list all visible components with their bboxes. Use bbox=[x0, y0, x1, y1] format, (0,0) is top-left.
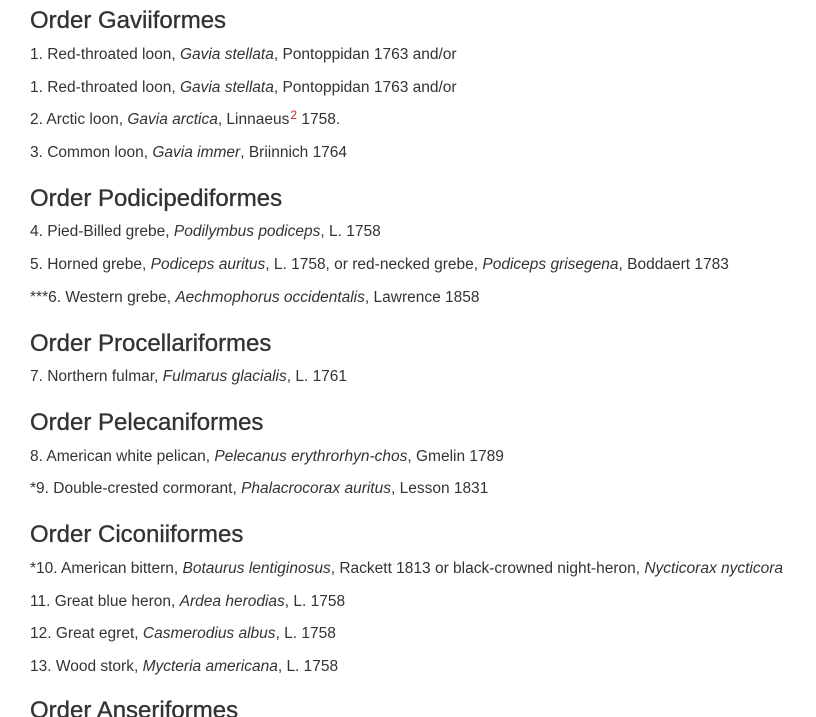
scientific-name-alt: Podiceps grisegena bbox=[482, 256, 619, 273]
scientific-name: Gavia stellata bbox=[179, 46, 274, 63]
authority-text: , L. 1758 bbox=[320, 223, 381, 240]
scientific-name: Fulmarus glacialis bbox=[162, 368, 287, 385]
authority-text: , Lawrence 1858 bbox=[364, 289, 480, 306]
species-entry bbox=[30, 288, 480, 308]
common-name: 5. Horned grebe, bbox=[30, 256, 151, 273]
common-name: *10. American bittern, bbox=[30, 560, 183, 577]
common-name: 2. Arctic loon, bbox=[30, 111, 128, 128]
footnote-link[interactable]: 2 bbox=[290, 108, 298, 122]
authority-text: , Rackett 1813 or black-crowned night-heron, bbox=[330, 560, 645, 577]
authority-text: , Pontoppidan 1763 and/or bbox=[273, 46, 457, 63]
scientific-name: Podiceps auritus bbox=[150, 256, 266, 273]
scientific-name: Podilymbus podiceps bbox=[173, 223, 321, 240]
order-heading: Order Gaviiformes bbox=[30, 7, 227, 34]
species-entry bbox=[30, 657, 338, 677]
order-heading: Order Pelecaniformes bbox=[30, 409, 264, 436]
common-name: *9. Double-crested cormorant, bbox=[30, 480, 242, 497]
species-entry bbox=[30, 255, 729, 275]
species-entry bbox=[30, 78, 457, 98]
authority-text: , Lesson 1831 bbox=[391, 480, 489, 497]
scientific-name: Casmerodius albus bbox=[142, 625, 276, 642]
authority-text-alt: , Boddaert 1783 bbox=[618, 256, 729, 273]
species-entry bbox=[30, 222, 381, 242]
scientific-name: Aechmophorus occidentalis bbox=[175, 289, 365, 306]
authority-text: , L. 1761 bbox=[286, 368, 348, 385]
authority-text: , L. 1758 bbox=[275, 625, 336, 642]
species-entry bbox=[30, 143, 347, 163]
scientific-name: Botaurus lentiginosus bbox=[182, 560, 331, 577]
order-heading: Order Ciconiiformes bbox=[30, 521, 244, 548]
authority-text: , Pontoppidan 1763 and/or bbox=[273, 79, 457, 96]
common-name: 1. Red-throated loon, bbox=[30, 46, 180, 63]
common-name: 13. Wood stork, bbox=[30, 658, 143, 675]
species-entry bbox=[30, 110, 340, 130]
scientific-name: Gavia arctica bbox=[127, 111, 218, 128]
common-name: 8. American white pelican, bbox=[30, 448, 215, 465]
authority-text: , Linnaeus bbox=[217, 111, 290, 128]
scientific-name: Mycteria americana bbox=[142, 658, 278, 675]
authority-text: , L. 1758, or red-necked grebe, bbox=[265, 256, 483, 273]
species-entry bbox=[30, 624, 336, 644]
scientific-name: Phalacrocorax auritus bbox=[241, 480, 391, 497]
scientific-name: Gavia stellata bbox=[179, 79, 274, 96]
common-name: 12. Great egret, bbox=[30, 625, 143, 642]
order-heading: Order Podicipediformes bbox=[30, 185, 283, 212]
scientific-name: Pelecanus erythrorhyn-chos bbox=[214, 448, 408, 465]
authority-text: , L. 1758 bbox=[277, 658, 339, 675]
species-entry bbox=[30, 367, 347, 387]
scientific-name: Gavia immer bbox=[152, 144, 241, 161]
authority-year: 1758. bbox=[297, 111, 341, 128]
species-entry bbox=[30, 45, 457, 65]
document-content bbox=[30, 0, 816, 717]
species-entry bbox=[30, 559, 783, 579]
scientific-name-alt: Nycticorax nycticora bbox=[644, 560, 784, 577]
authority-text: , Briinnich 1764 bbox=[240, 144, 348, 161]
common-name: ***6. Western grebe, bbox=[30, 289, 176, 306]
order-heading: Order Procellariformes bbox=[30, 330, 272, 357]
common-name: 11. Great blue heron, bbox=[30, 593, 180, 610]
common-name: 7. Northern fulmar, bbox=[30, 368, 163, 385]
authority-text: , Gmelin 1789 bbox=[407, 448, 504, 465]
scientific-name: Ardea herodias bbox=[179, 593, 285, 610]
species-entry bbox=[30, 479, 488, 499]
common-name: 3. Common loon, bbox=[30, 144, 153, 161]
common-name: 1. Red-throated loon, bbox=[30, 79, 180, 96]
order-heading: Order Anseriformes bbox=[30, 697, 239, 717]
authority-text: , L. 1758 bbox=[284, 593, 346, 610]
species-entry bbox=[30, 447, 504, 467]
common-name: 4. Pied-Billed grebe, bbox=[30, 223, 174, 240]
species-entry bbox=[30, 592, 345, 612]
